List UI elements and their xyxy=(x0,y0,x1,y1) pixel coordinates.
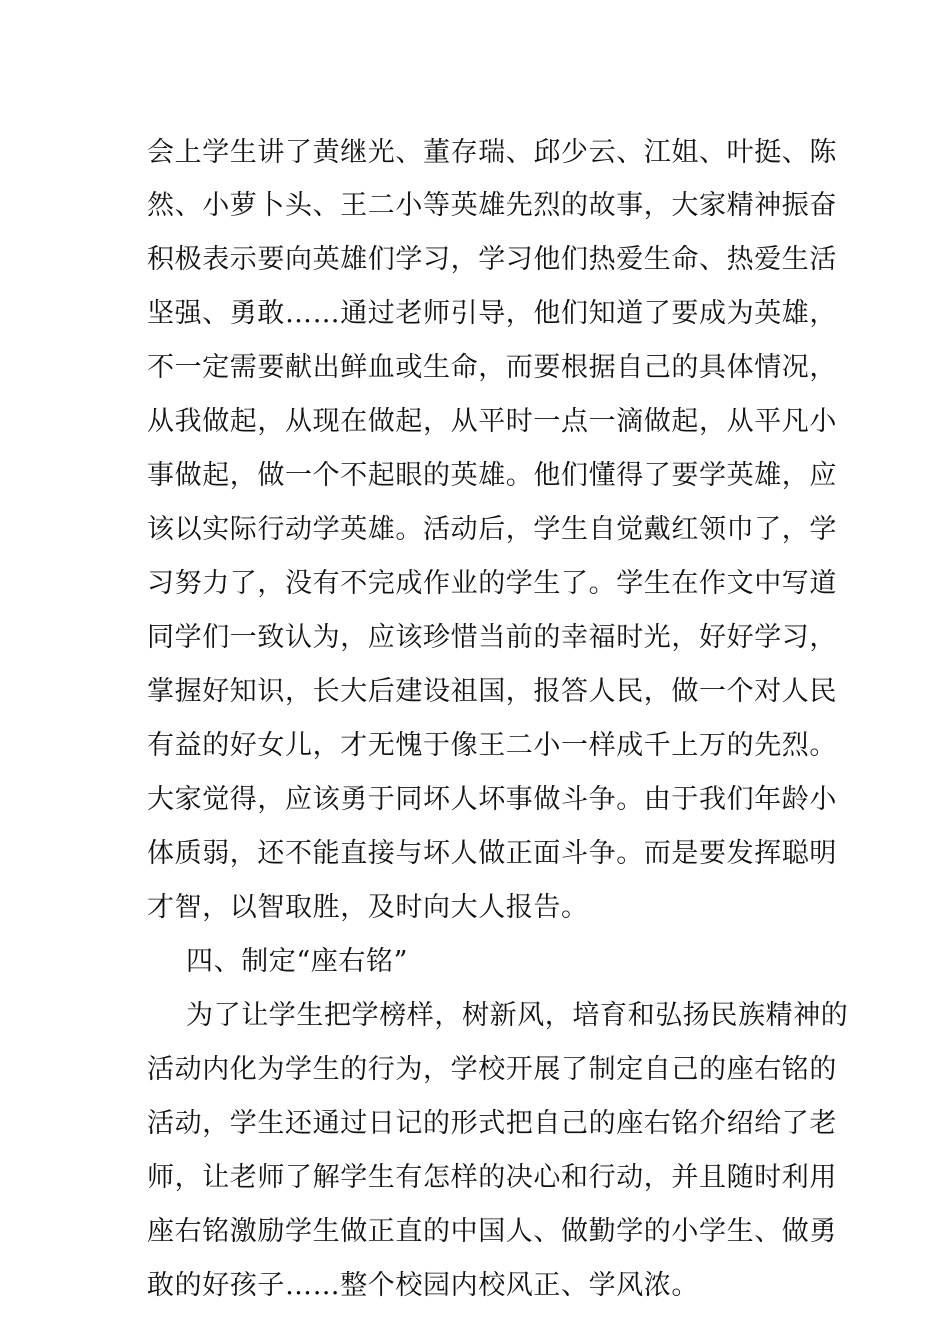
text-line: 掌握好知识，长大后建设祖国，报答人民，做一个对人民 xyxy=(147,676,837,707)
text-line: 座右铭激励学生做正直的中国人、做勤学的小学生、做勇 xyxy=(147,1216,837,1247)
text-line: 坚强、勇敢……通过老师引导，他们知道了要成为英雄， xyxy=(147,298,837,329)
text-line: 不一定需要献出鲜血或生命，而要根据自己的具体情况， xyxy=(147,352,837,383)
text-line: 该以实际行动学英雄。活动后，学生自觉戴红领巾了，学 xyxy=(147,514,837,545)
text-line: 会上学生讲了黄继光、董存瑞、邱少云、江姐、叶挺、陈 xyxy=(147,137,837,168)
text-line: 敢的好孩子……整个校园内校风正、学风浓。 xyxy=(147,1270,699,1301)
text-line: 大家觉得，应该勇于同坏人坏事做斗争。由于我们年龄小 xyxy=(147,784,837,815)
paragraph-first-line: 为了让学生把学榜样，树新风，培育和弘扬民族精神的 xyxy=(186,1000,849,1031)
text-line: 习努力了，没有不完成作业的学生了。学生在作文中写道 xyxy=(147,568,837,599)
text-line: 活动，学生还通过日记的形式把自己的座右铭介绍给了老 xyxy=(147,1108,837,1139)
text-line: 同学们一致认为，应该珍惜当前的幸福时光，好好学习， xyxy=(147,622,837,653)
text-line: 体质弱，还不能直接与坏人做正面斗争。而是要发挥聪明 xyxy=(147,838,837,869)
text-line: 师，让老师了解学生有怎样的决心和行动，并且随时利用 xyxy=(147,1162,837,1193)
text-line: 积极表示要向英雄们学习，学习他们热爱生命、热爱生活 xyxy=(147,244,837,275)
section-heading: 四、制定“座右铭” xyxy=(186,946,409,977)
text-line: 从我做起，从现在做起，从平时一点一滴做起，从平凡小 xyxy=(147,406,837,437)
text-line: 活动内化为学生的行为，学校开展了制定自己的座右铭的 xyxy=(147,1054,837,1085)
text-line: 然、小萝卜头、王二小等英雄先烈的故事，大家精神振奋 xyxy=(147,190,837,221)
text-line: 有益的好女儿，才无愧于像王二小一样成千上万的先烈。 xyxy=(147,730,837,761)
text-line: 才智，以智取胜，及时向大人报告。 xyxy=(147,892,589,923)
text-line: 事做起，做一个不起眼的英雄。他们懂得了要学英雄，应 xyxy=(147,460,837,491)
